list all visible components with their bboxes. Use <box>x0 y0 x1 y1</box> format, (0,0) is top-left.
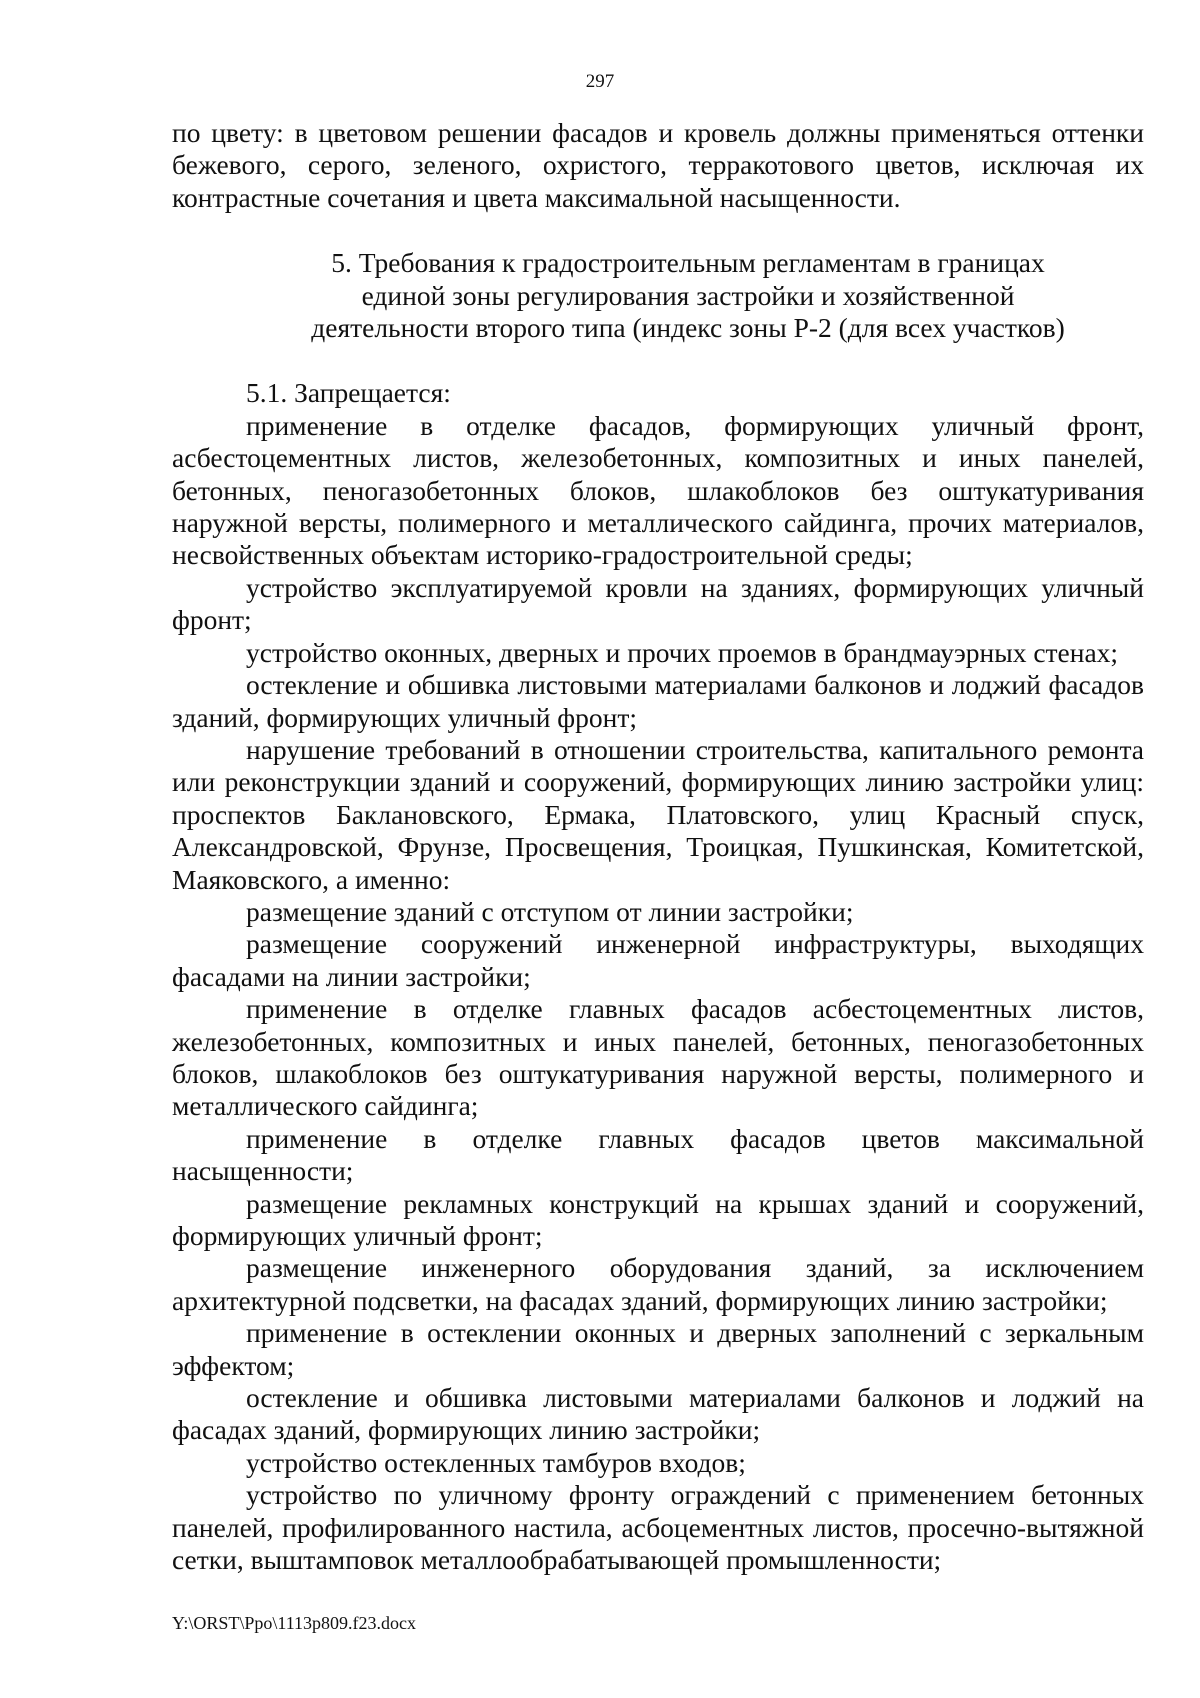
list-item: устройство остекленных тамбуров входов; <box>246 1446 746 1478</box>
footer-file-path: Y:\ORST\Ppo\1113p809.f23.docx <box>172 1613 417 1633</box>
section-heading-line: деятельности второго типа (индекс зоны Р-2 (для всех участков) <box>311 312 1065 344</box>
subsection-title: 5.1. Запрещается: <box>246 377 451 409</box>
intro-paragraph: по цвету: в цветовом решении фасадов и кровель должны применяться оттенки бежевого, серого, зеленого, охристого, терракотового цветов, исключая их контрастные сочетания и цвета максимальной насыщенности. <box>172 117 1144 213</box>
list-item: применение в отделке главных фасадов цветов максимальной насыщенности; <box>172 1122 1144 1187</box>
list-item: устройство оконных, дверных и прочих проемов в брандмауэрных стенах; <box>246 636 1119 668</box>
list-item: размещение сооружений инженерной инфраструктуры, выходящих фасадами на линии застройки; <box>172 928 1144 992</box>
list-item: устройство эксплуатируемой кровли на зданиях, формирующих уличный фронт; <box>172 571 1144 636</box>
section-heading-line: 5. Требования к градостроительным регламентам в границах <box>331 247 1045 279</box>
list-item: применение в остеклении оконных и дверных заполнений с зеркальным эффектом; <box>172 1317 1144 1381</box>
list-item: применение в отделке главных фасадов асбестоцементных листов, железобетонных, композитных и иных панелей, бетонных, пеногазобетонных блоков, шлакоблоков без оштукатуривания наружной версты, полимерного и металлического сайдинга; <box>172 993 1144 1122</box>
document-body <box>172 117 1144 1576</box>
list-item: остекление и обшивка листовыми материалами балконов и лоджий фасадов зданий, формирующих уличный фронт; <box>172 669 1144 733</box>
section-heading-line: единой зоны регулирования застройки и хозяйственной <box>361 279 1015 311</box>
list-item: нарушение требований в отношении строительства, капитального ремонта или реконструкции зданий и сооружений, формирующих линию застройки улиц: проспектов Баклановского, Ермака, Платовского, улиц Красный спуск, Александровской, Фрунзе, Просвещения, Троицкая, Пушкинская, Комитетской, Маяковского, а именно: <box>172 733 1144 895</box>
list-item: размещение инженерного оборудования зданий, за исключением архитектурной подсветки, на фасадах зданий, формирующих линию застройки; <box>172 1252 1144 1316</box>
list-item: размещение рекламных конструкций на крышах зданий и сооружений, формирующих уличный фронт; <box>172 1187 1144 1251</box>
list-item: остекление и обшивка листовыми материалами балконов и лоджий на фасадах зданий, формирующих линию застройки; <box>172 1382 1144 1446</box>
page-number: 297 <box>585 71 615 92</box>
list-item: применение в отделке фасадов, формирующих уличный фронт, асбестоцементных листов, железобетонных, композитных и иных панелей, бетонных, пеногазобетонных блоков, шлакоблоков без оштукатуривания наружной версты, полимерного и металлического сайдинга, прочих материалов, несвойственных объектам историко-градостроительной среды; <box>172 409 1144 571</box>
list-item: устройство по уличному фронту ограждений с применением бетонных панелей, профилированного настила, асбоцементных листов, просечно-вытяжной сетки, выштамповок металлообрабатывающей промышленности; <box>172 1479 1144 1576</box>
list-item: размещение зданий с отступом от линии застройки; <box>246 895 854 927</box>
section-heading <box>172 247 1144 344</box>
